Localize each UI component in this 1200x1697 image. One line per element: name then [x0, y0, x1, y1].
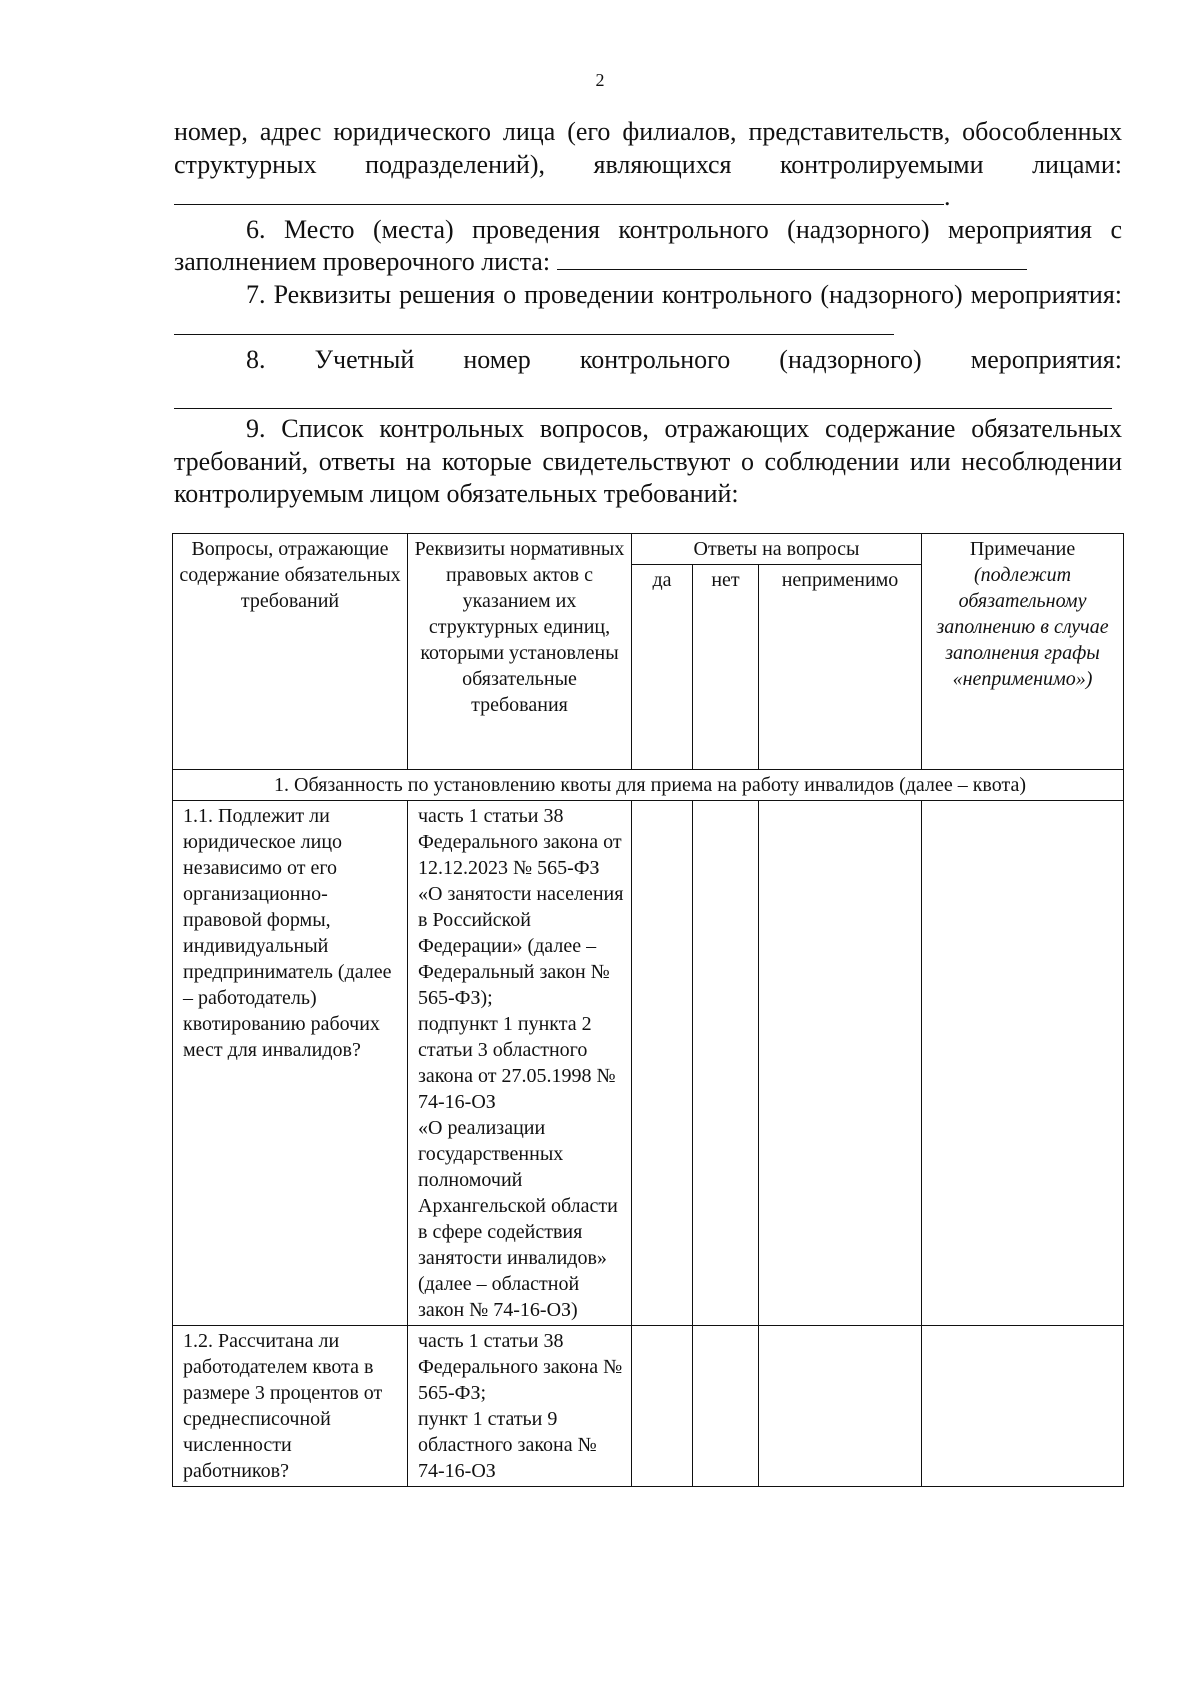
paragraph-8 — [174, 344, 1122, 377]
header-questions: Вопросы, отражающие содержание обязательных требований — [173, 534, 408, 770]
table-row — [173, 1326, 1124, 1487]
header-requisites: Реквизиты нормативных правовых актов с указанием их структурных единиц, которыми установлены обязательные требования — [408, 534, 632, 770]
answer-na-cell[interactable] — [759, 1326, 922, 1487]
answer-no-cell[interactable] — [693, 1326, 759, 1487]
checklist-table — [172, 533, 1124, 1487]
section-row — [173, 770, 1124, 801]
answer-yes-cell[interactable] — [632, 801, 693, 1326]
decision-fill-line[interactable] — [174, 312, 894, 335]
answer-no-cell[interactable] — [693, 801, 759, 1326]
paragraph-9-text: 9. Список контрольных вопросов, отражающих содержание обязательных требований, ответы на которые свидетельствуют о соблюдении или несоблюдении контролируемым лицом обязательных требований: — [174, 414, 1122, 508]
header-no: нет — [693, 565, 759, 770]
table-row — [173, 801, 1124, 1326]
paragraph-7-text: 7. Реквизиты решения о проведении контрольного (надзорного) мероприятия: — [246, 279, 1122, 309]
header-yes: да — [632, 565, 693, 770]
header-na: неприменимо — [759, 565, 922, 770]
paragraph-6-text: 6. Место (места) проведения контрольного (надзорного) мероприятия с заполнением проверочного листа: — [174, 214, 1122, 276]
header-note — [922, 534, 1124, 770]
paragraph-5-continuation — [174, 116, 1122, 214]
paragraph-8-text: 8. Учетный номер контрольного (надзорного) мероприятия: — [246, 344, 1122, 374]
answer-yes-cell[interactable] — [632, 1326, 693, 1487]
document-body — [174, 116, 1122, 511]
paragraph-7 — [174, 279, 1122, 344]
question-cell: 1.2. Рассчитана ли работодателем квота в размере 3 процентов от среднесписочной численности работников? — [173, 1326, 408, 1487]
paragraph-6 — [174, 214, 1122, 279]
section-1-title: 1. Обязанность по установлению квоты для приема на работу инвалидов (далее – квота) — [173, 770, 1124, 801]
page-number: 2 — [595, 70, 605, 90]
question-cell: 1.1. Подлежит ли юридическое лицо независимо от его организационно-правовой формы, индивидуальный предприниматель (далее – работодатель) квотированию рабочих мест для инвалидов? — [173, 801, 408, 1326]
paragraph-5-text: номер, адрес юридического лица (его филиалов, представительств, обособленных структурных подразделений), являющихся контролируемыми лицами: — [174, 117, 1122, 179]
note-cell[interactable] — [922, 1326, 1124, 1487]
legal-entity-fill-line[interactable] — [174, 182, 944, 205]
header-answers: Ответы на вопросы — [632, 534, 922, 565]
header-note-label: Примечание — [969, 538, 1076, 560]
paragraph-5-end: . — [944, 182, 951, 211]
requisites-cell: часть 1 статьи 38 Федерального закона от 12.12.2023 № 565-ФЗ «О занятости населения в Российской Федерации» (далее – Федеральный закон № 565-ФЗ); подпункт 1 пункта 2 статьи 3 областного закона от 27.05.1998 № 74-16-ОЗ «О реализации государственных полномочий Архангельской области в сфере содействия занятости инвалидов» (далее – областной закон № 74-16-ОЗ) — [408, 801, 632, 1326]
requisites-cell: часть 1 статьи 38 Федерального закона № 565-ФЗ; пункт 1 статьи 9 областного закона № 74-16-ОЗ — [408, 1326, 632, 1487]
place-fill-line[interactable] — [557, 247, 1027, 270]
table-header-row — [173, 534, 1124, 565]
note-cell[interactable] — [922, 801, 1124, 1326]
paragraph-9 — [174, 413, 1122, 511]
header-note-hint: (подлежит обязательному заполнению в случае заполнения графы «неприменимо») — [936, 564, 1109, 690]
answer-na-cell[interactable] — [759, 801, 922, 1326]
record-number-fill-line[interactable] — [174, 376, 1112, 409]
